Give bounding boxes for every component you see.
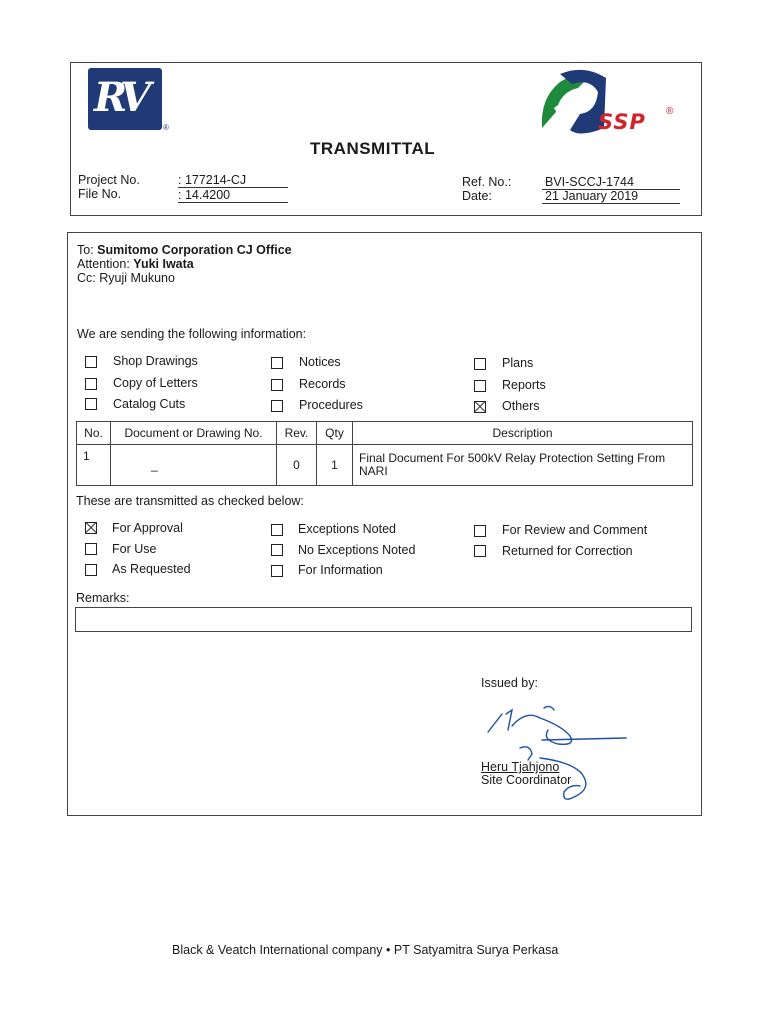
to-line <box>77 243 292 257</box>
checkbox-returned-for-correction[interactable] <box>474 545 486 557</box>
label-notices: Notices <box>299 355 341 369</box>
documents-table <box>76 421 693 486</box>
label-catalog-cuts: Catalog Cuts <box>113 397 186 411</box>
checkbox-for-use[interactable] <box>85 543 97 555</box>
checkbox-shop-drawings[interactable] <box>85 356 97 368</box>
label-returned-for-correction: Returned for Correction <box>502 544 633 558</box>
checkbox-for-review-and-comment[interactable] <box>474 525 486 537</box>
cell-rev: 0 <box>277 445 317 486</box>
cell-document-no: _ <box>111 445 277 486</box>
rv-registered-mark: ® <box>163 123 169 132</box>
signer-title: Site Coordinator <box>481 773 572 787</box>
header-description: Description <box>353 422 693 445</box>
project-no-label: Project No. <box>78 173 140 187</box>
checkbox-reports[interactable] <box>474 380 486 392</box>
remarks-label: Remarks: <box>76 591 130 605</box>
attention-line <box>77 257 194 271</box>
date-value: 21 January 2019 <box>542 189 680 204</box>
ref-no-label: Ref. No.: <box>462 175 512 189</box>
header-document-no: Document or Drawing No. <box>111 422 277 445</box>
to-value: Sumitomo Corporation CJ Office <box>97 243 292 257</box>
checkbox-catalog-cuts[interactable] <box>85 398 97 410</box>
checkbox-others[interactable] <box>474 401 486 413</box>
label-for-approval: For Approval <box>112 521 183 535</box>
page-title: TRANSMITTAL <box>310 139 436 158</box>
attention-prefix: Attention: <box>77 257 134 271</box>
label-exceptions-noted: Exceptions Noted <box>298 522 396 536</box>
label-others: Others <box>502 399 540 413</box>
checkbox-as-requested[interactable] <box>85 564 97 576</box>
sending-intro: We are sending the following information: <box>77 327 307 341</box>
label-reports: Reports <box>502 378 546 392</box>
header-qty: Qty <box>317 422 353 445</box>
checkbox-for-information[interactable] <box>271 565 283 577</box>
file-no-label: File No. <box>78 187 122 201</box>
attention-value: Yuki Iwata <box>133 257 194 271</box>
remarks-field[interactable] <box>75 607 692 632</box>
checkbox-plans[interactable] <box>474 358 486 370</box>
cell-description: Final Document For 500kV Relay Protection Setting From NARI <box>353 445 693 486</box>
header-rev: Rev. <box>277 422 317 445</box>
footer-line <box>172 943 558 957</box>
rv-logo <box>88 68 162 130</box>
signature-graphic <box>480 700 630 805</box>
label-as-requested: As Requested <box>112 562 191 576</box>
label-plans: Plans <box>502 356 534 370</box>
label-for-information: For Information <box>298 563 383 577</box>
checkbox-for-approval[interactable] <box>85 522 97 534</box>
ssp-logo-text: SSP <box>598 110 646 134</box>
label-records: Records <box>299 377 346 391</box>
label-procedures: Procedures <box>299 398 363 412</box>
signer-name: Heru Tjahjono <box>481 760 560 774</box>
rv-logo-text: RV <box>94 74 145 121</box>
footer-partner: PT Satyamitra Surya Perkasa <box>393 943 559 957</box>
checkbox-notices[interactable] <box>271 357 283 369</box>
file-no-value: : 14.4200 <box>178 188 288 203</box>
ref-no-value: BVI-SCCJ-1744 <box>542 175 680 190</box>
footer-company: Black & Veatch International company <box>172 943 383 957</box>
label-shop-drawings: Shop Drawings <box>113 354 198 368</box>
checkbox-exceptions-noted[interactable] <box>271 524 283 536</box>
checkbox-records[interactable] <box>271 379 283 391</box>
table-header-row <box>77 422 693 445</box>
issued-by-label: Issued by: <box>481 676 538 690</box>
checkbox-no-exceptions-noted[interactable] <box>271 544 283 556</box>
date-label: Date: <box>462 189 492 203</box>
transmitted-intro: These are transmitted as checked below: <box>76 494 304 508</box>
checkbox-procedures[interactable] <box>271 400 283 412</box>
label-no-exceptions-noted: No Exceptions Noted <box>298 543 416 557</box>
cc-line: Cc: Ryuji Mukuno <box>77 271 175 285</box>
ssp-registered-mark: ® <box>666 106 674 117</box>
footer-bullet: • <box>386 943 391 957</box>
cell-qty: 1 <box>317 445 353 486</box>
table-row <box>77 445 693 486</box>
label-copy-of-letters: Copy of Letters <box>113 376 198 390</box>
project-no-value: : 177214-CJ <box>178 173 288 188</box>
label-for-use: For Use <box>112 542 157 556</box>
label-for-review-and-comment: For Review and Comment <box>502 523 648 537</box>
to-prefix: To: <box>77 243 98 257</box>
cell-no: 1 <box>77 445 111 486</box>
checkbox-copy-of-letters[interactable] <box>85 378 97 390</box>
header-no: No. <box>77 422 111 445</box>
